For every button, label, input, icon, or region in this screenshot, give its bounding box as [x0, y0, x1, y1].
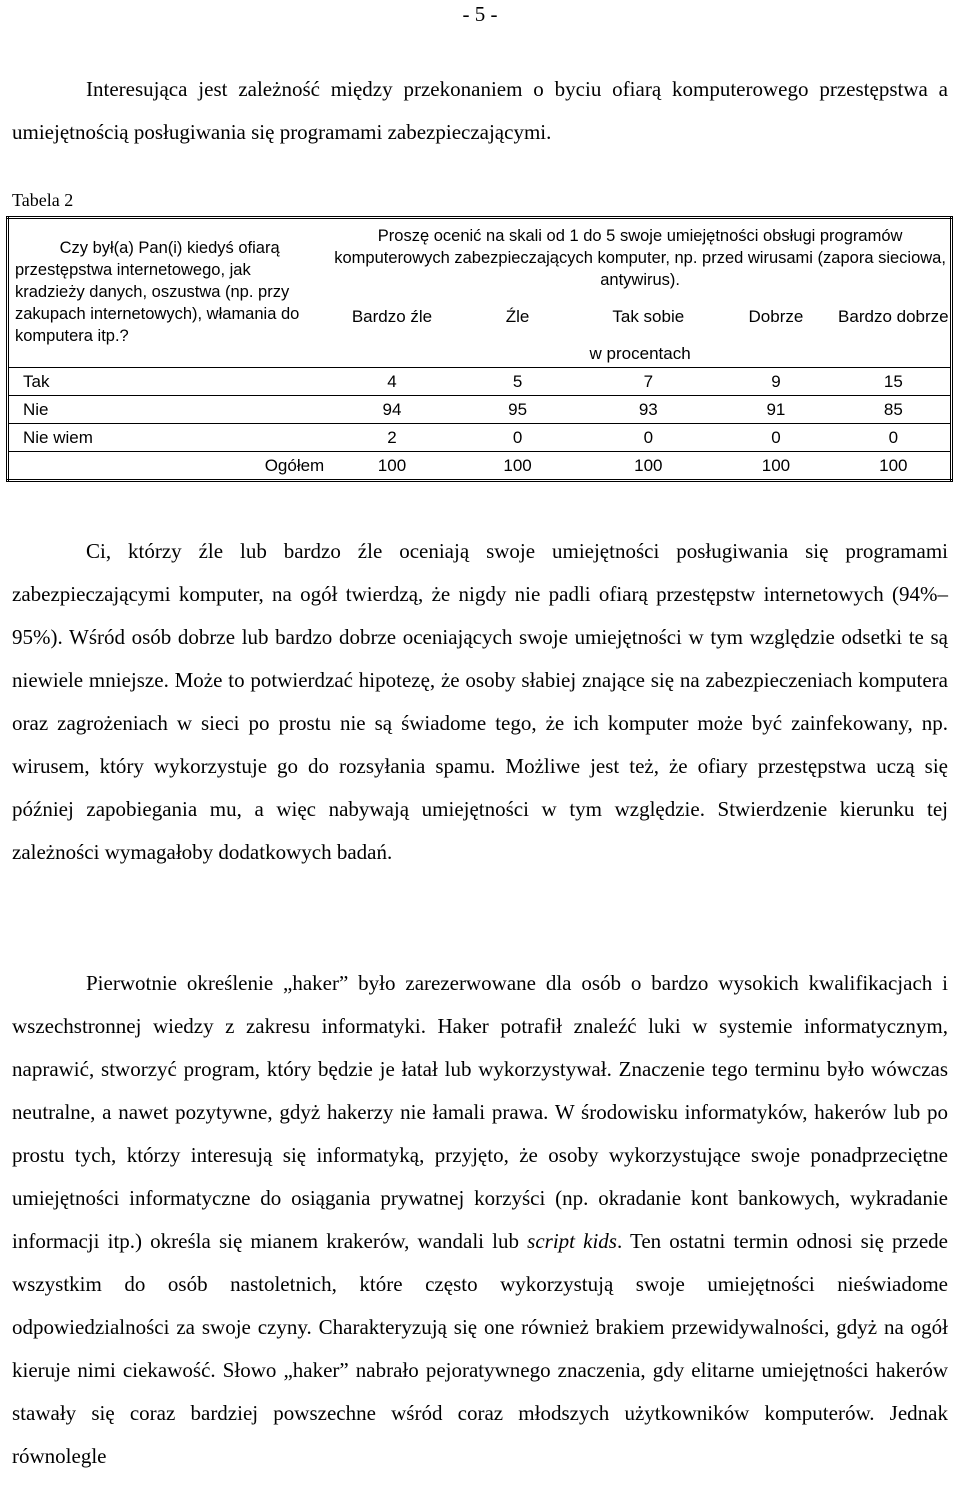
table-caption: Tabela 2 [12, 190, 74, 210]
table-cell: 4 [330, 368, 454, 396]
table-cell: 100 [581, 452, 715, 481]
table-row [8, 368, 952, 396]
table-row-total [8, 452, 952, 481]
table-cell: 15 [837, 368, 952, 396]
table-cell: 100 [330, 452, 454, 481]
table-cell: 100 [454, 452, 582, 481]
question1-cell [8, 218, 331, 368]
row-label: Tak [8, 368, 331, 396]
scale-label: Bardzo źle [351, 307, 433, 326]
scale-label: Dobrze [748, 307, 804, 326]
table-cell: 85 [837, 396, 952, 424]
table-row [8, 396, 952, 424]
page-number: - 5 - [462, 2, 498, 26]
table-cell: 93 [581, 396, 715, 424]
table-cell: 91 [715, 396, 836, 424]
question2-cell: Proszę ocenić na skali od 1 do 5 swoje umiejętności obsługi programów komputerowych zabezpieczających komputer, np. przed wirusami (zapora sieciowa, antywirus). [334, 227, 946, 289]
question1-rest: przestępstwa internetowego, jak kradzieży danych, oszustwa (np. przy zakupach internetowych), włamania do komputera itp.? [15, 261, 300, 345]
table-cell: 100 [715, 452, 836, 481]
row-label: Nie [8, 396, 331, 424]
table-cell: 9 [715, 368, 836, 396]
scale-label: Źle [505, 307, 530, 326]
paragraph2-italic-term: script kids [527, 1229, 617, 1253]
table-cell: 94 [330, 396, 454, 424]
table-row [8, 424, 952, 452]
table-cell: 0 [837, 424, 952, 452]
intro-paragraph: Interesująca jest zależność między przekonaniem o byciu ofiarą komputerowego przestępstwa a umiejętnością posługiwania się programami zabezpieczającymi. [12, 77, 948, 144]
row-label: Ogółem [8, 452, 331, 481]
scale-label: Bardzo dobrze [838, 307, 949, 326]
body-paragraph-2 [12, 962, 948, 1478]
row-label: Nie wiem [8, 424, 331, 452]
table-cell: 95 [454, 396, 582, 424]
unit-label: w procentach [589, 344, 691, 363]
table-cell: 5 [454, 368, 582, 396]
survey-table [6, 216, 953, 482]
table-cell: 0 [454, 424, 582, 452]
table-cell: 100 [837, 452, 952, 481]
table-cell: 0 [715, 424, 836, 452]
table-cell: 0 [581, 424, 715, 452]
table-header-row [8, 218, 952, 294]
question1-line1: Czy był(a) Pan(i) kiedyś ofiarą [59, 239, 280, 257]
body-paragraph-1: Ci, którzy źle lub bardzo źle oceniają swoje umiejętności posługiwania się programami zabezpieczającymi komputer, na ogół twierdzą, że nigdy nie padli ofiarą przestępstw internetowych (94%–95%). Wśród osób dobrze lub bardzo dobrze oceniających swoje umiejętności w tym względzie odsetki te są niewiele mniejsze. Może to potwierdzać hipotezę, że osoby słabiej znające się na zabezpieczeniach komputera oraz zagrożeniach w sieci po prostu nie są świadome tego, że ich komputer może być zainfekowany, np. wirusem, który wykorzystuje go do rozsyłania spamu. Możliwe jest też, że ofiary przestępstwa uczą się później zapobiegania mu, a więc nabywają umiejętności w tym względzie. Stwierdzenie kierunku tej zależności wymagałoby dodatkowych badań. [12, 539, 948, 864]
paragraph2-part2: . Ten ostatni termin odnosi się przede wszystkim do osób nastoletnich, które często wykorzystują swoje umiejętności nieświadome odpowiedzialności za swoje czyny. Charakteryzują się one również brakiem przewidywalności, gdyż na ogół kieruje nimi ciekawość. Słowo „haker” nabrało pejoratywnego znaczenia, gdy elitarne umiejętności hakerów stawały się coraz bardziej powszechne wśród coraz młodszych użytkowników komputerów. Jednak równolegle [12, 1229, 948, 1468]
scale-label: Tak sobie [612, 307, 685, 326]
paragraph2-part1: Pierwotnie określenie „haker” było zarezerwowane dla osób o bardzo wysokich kwalifikacjach i wszechstronnej wiedzy z zakresu informatyki. Haker potrafił znaleźć luki w systemie informatycznym, naprawić, stworzyć program, który będzie je łatał lub wykorzystywał. Znaczenie tego terminu było wówczas neutralne, a nawet pozytywne, gdyż hakerzy nie łamali prawa. W środowisku informatyków, hakerów lub po prostu tych, którzy interesują się informatyką, przyjęto, że osoby wykorzystujące swoje ponadprzeciętne umiejętności informatyczne do osiągania prywatnej korzyści (np. okradanie kont bankowych, wykradanie informacji itp.) określa się mianem krakerów, wandali lub [12, 971, 948, 1253]
table-cell: 2 [330, 424, 454, 452]
table-cell: 7 [581, 368, 715, 396]
